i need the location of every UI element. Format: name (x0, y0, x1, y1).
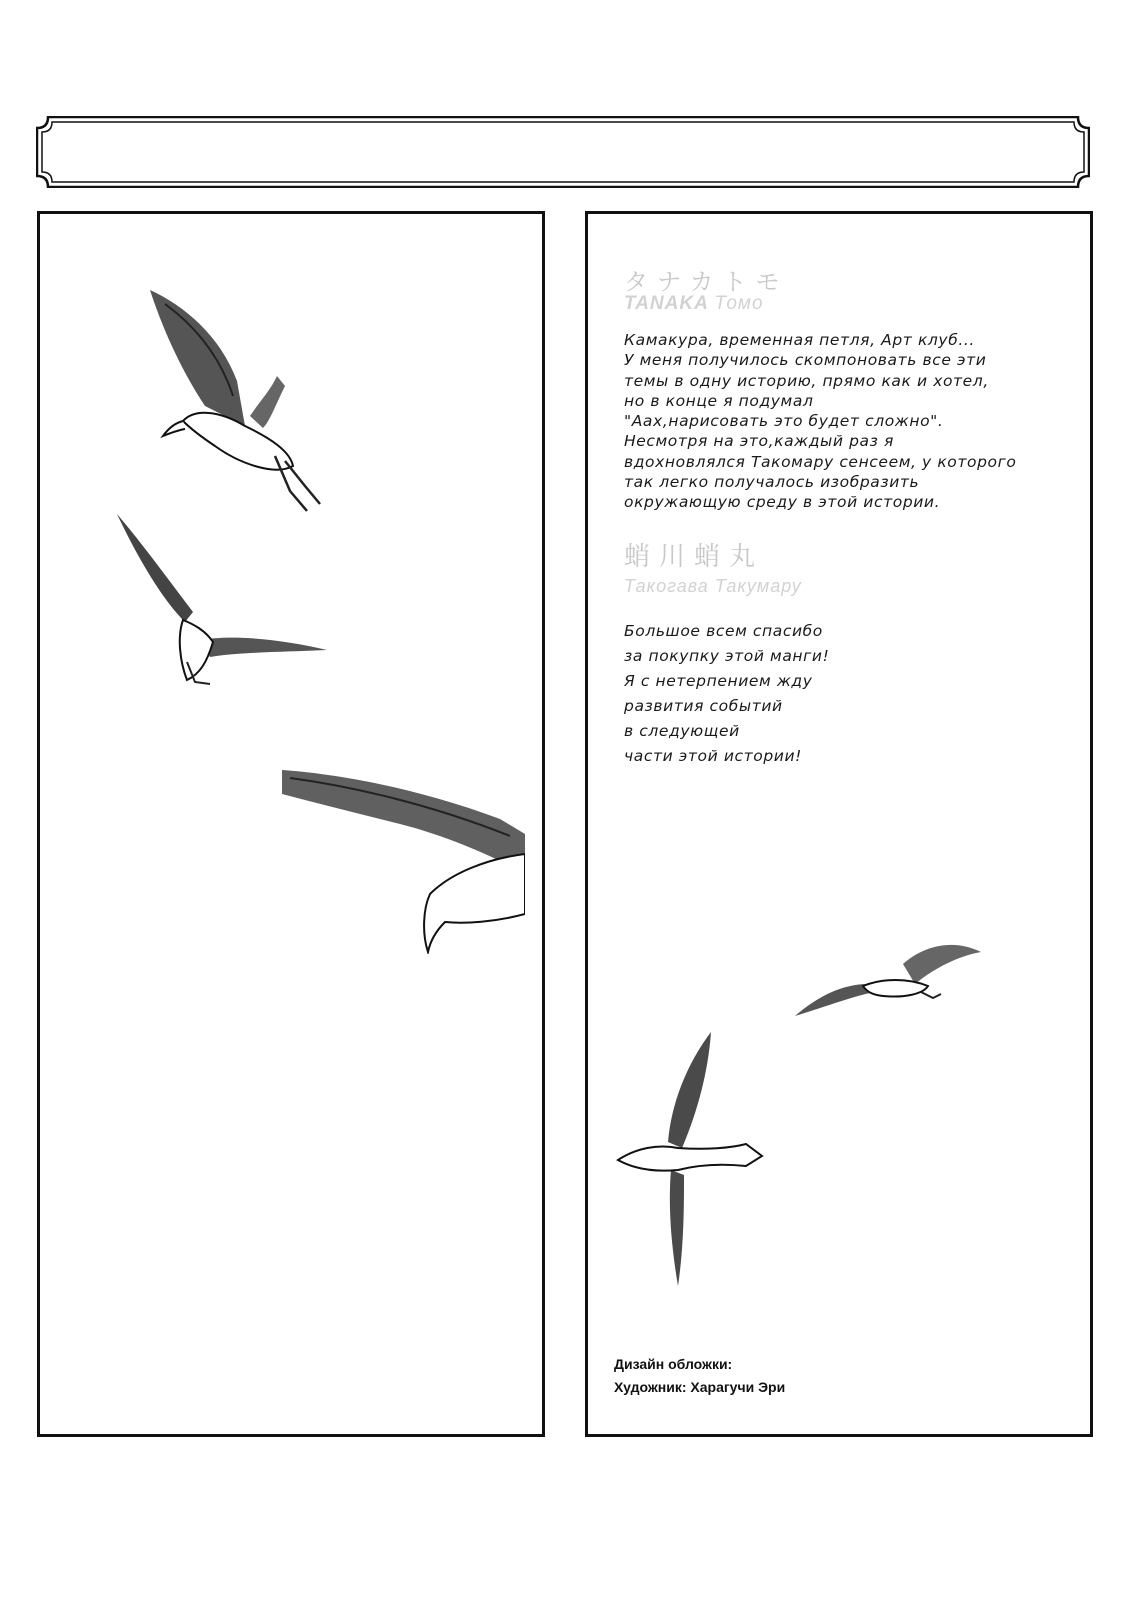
note-line: но в конце я подумал (624, 391, 814, 410)
note-line: темы в одну историю, прямо как и хотел, (624, 371, 989, 390)
author-romaji-1 (624, 293, 764, 315)
author-kana-2: 蛸川蛸丸 (624, 542, 765, 572)
seagull-illustration (145, 286, 345, 526)
note-line: Несмотря на это,каждый раз я (624, 432, 894, 451)
note-line: за покупку этой манги! (624, 647, 830, 665)
author-romaji-1-family: TANAKA (624, 293, 709, 314)
right-panel (585, 211, 1093, 1437)
author-kana-1: タナカトモ (624, 268, 789, 296)
note-line: части этой истории! (624, 747, 802, 765)
seagull-illustration (616, 1030, 766, 1290)
left-panel (37, 211, 545, 1437)
note-line: так легко получалось изобразить (624, 473, 920, 492)
note-line: У меня получилось скомпоновать все эти (624, 351, 987, 370)
note-line: Камакура, временная петля, Арт клуб... (624, 331, 975, 349)
note-line: окружающую среду в этой истории. (624, 493, 941, 512)
author-note-1 (624, 330, 1016, 513)
note-line: в следующей (624, 722, 740, 740)
note-line: развития событий (624, 697, 783, 715)
credits-artist: Художник: Харагучи Эри (614, 1379, 786, 1395)
seagull-illustration (280, 764, 525, 954)
credits-cover-design: Дизайн обложки: (614, 1356, 733, 1372)
author-note-2 (624, 619, 829, 769)
seagull-illustration (115, 512, 330, 687)
author-romaji-1-given: Томо (714, 293, 764, 314)
note-line: "Аах,нарисовать это будет сложно". (624, 412, 944, 431)
author-romaji-2-given: Такогава Такумару (624, 576, 802, 596)
title-frame (36, 116, 1090, 188)
credits (614, 1353, 785, 1399)
note-line: Большое всем спасибо (624, 622, 823, 640)
note-line: Я с нетерпением жду (624, 672, 813, 690)
note-line: вдохновлялся Такомару сенсеем, у которого (624, 452, 1017, 471)
author-romaji-2 (624, 576, 802, 597)
seagull-illustration (793, 934, 983, 1024)
